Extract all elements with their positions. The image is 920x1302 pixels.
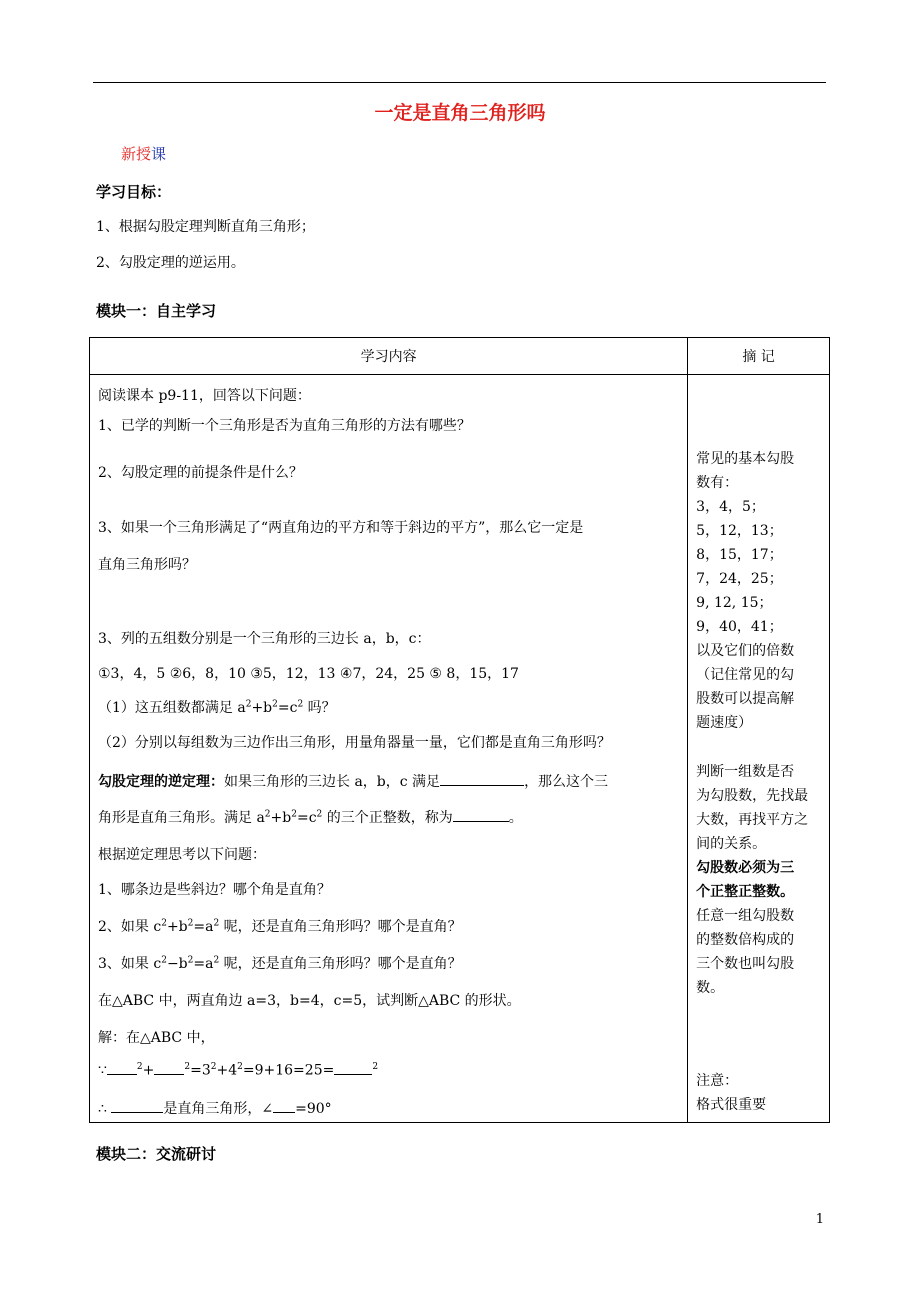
content-line: 阅读课本 p9-11，回答以下问题： bbox=[98, 388, 311, 404]
note-line: 9，40，41； bbox=[696, 619, 783, 635]
note-line: 5，12，13； bbox=[696, 523, 783, 539]
note-line: 注意： bbox=[696, 1073, 739, 1089]
study-table bbox=[89, 337, 830, 1123]
page-title: 一定是直角三角形吗 bbox=[374, 102, 546, 124]
converse-intro: 根据逆定理思考以下问题： bbox=[98, 847, 266, 863]
header-rule bbox=[93, 82, 826, 83]
theorem-cont: 角形是直角三角形。满足 $a^2+b^2=c^2$ 的三个正整数，称为 。 bbox=[98, 809, 523, 826]
note-line: 格式很重要 bbox=[696, 1097, 767, 1113]
note-line: 以及它们的倍数 bbox=[696, 643, 795, 659]
fill-blank[interactable] bbox=[334, 1074, 372, 1075]
example-problem: 在△ABC 中，两直角边 a=3，b=4，c=5，试判断△ABC 的形状。 bbox=[98, 993, 521, 1009]
lesson-type-b: 课 bbox=[151, 145, 167, 163]
fill-blank[interactable] bbox=[453, 821, 509, 822]
note-line: 判断一组数是否 bbox=[696, 764, 795, 780]
module-2-heading: 模块二：交流研讨 bbox=[96, 1145, 217, 1163]
header-content: 学习内容 bbox=[90, 338, 688, 375]
note-line: 股数可以提高解 bbox=[696, 691, 795, 707]
converse-q3: 3、如果 $c^2-b^2=a^2$ 呢，还是直角三角形吗？哪个是直角？ bbox=[98, 955, 462, 972]
solution-start: 解：在△ABC 中， bbox=[98, 1030, 215, 1046]
page-number: 1 bbox=[815, 1212, 824, 1227]
fill-blank[interactable] bbox=[154, 1074, 184, 1075]
header-notes: 摘 记 bbox=[688, 338, 830, 375]
lesson-type-a: 新授 bbox=[121, 145, 152, 163]
solution-because: ∵ $^2+ ^2=3^2+4^2=9+16=25= ^2$ bbox=[98, 1062, 379, 1079]
question-4: 3、列的五组数分别是一个三角形的三边长 a，b，c： bbox=[98, 631, 431, 647]
note-line: 9, 12, 15； bbox=[696, 595, 773, 611]
note-line: 大数，再找平方之 bbox=[696, 812, 809, 828]
fill-blank[interactable] bbox=[111, 1112, 163, 1113]
note-line: 的整数倍构成的 bbox=[696, 932, 795, 948]
note-line: 数有： bbox=[696, 475, 739, 491]
note-line: 间的关系。 bbox=[696, 836, 767, 852]
note-line-bold: 勾股数必须为三 bbox=[696, 860, 795, 876]
sub-question-1: （1）这五组数都满足 $a^2+b^2=c^2$ 吗？ bbox=[98, 699, 336, 716]
fill-blank[interactable] bbox=[273, 1112, 295, 1113]
converse-q1: 1、哪条边是些斜边？哪个角是直角？ bbox=[98, 882, 331, 898]
fill-blank[interactable] bbox=[440, 785, 524, 786]
note-line: 3，4，5； bbox=[696, 499, 765, 515]
note-line-bold: 个正整正整数。 bbox=[696, 884, 795, 900]
note-line: 7，24，25； bbox=[696, 571, 783, 587]
goal-2: 2、勾股定理的逆运用。 bbox=[96, 255, 245, 271]
notes-cell bbox=[688, 375, 830, 1123]
fill-blank[interactable] bbox=[107, 1074, 137, 1075]
module-1-heading: 模块一：自主学习 bbox=[96, 302, 217, 320]
note-line: 数。 bbox=[696, 980, 725, 996]
question-2: 2、勾股定理的前提条件是什么？ bbox=[98, 465, 303, 481]
content-cell bbox=[90, 375, 688, 1123]
note-line: 常见的基本勾股 bbox=[696, 451, 795, 467]
goal-1: 1、根据勾股定理判断直角三角形； bbox=[96, 219, 315, 235]
theorem: 勾股定理的逆定理：如果三角形的三边长 a，b，c 满足 ，那么这个三 bbox=[98, 774, 609, 790]
therefore-symbol: ∴ bbox=[98, 1101, 112, 1117]
question-3: 3、如果一个三角形满足了“两直角边的平方和等于斜边的平方”，那么它一定是 bbox=[98, 520, 584, 536]
sub-question-2: （2）分别以每组数为三边作出三角形，用量角器量一量，它们都是直角三角形吗？ bbox=[98, 735, 611, 751]
question-1: 1、已学的判断一个三角形是否为直角三角形的方法有哪些？ bbox=[98, 418, 471, 434]
goals-heading: 学习目标： bbox=[96, 183, 172, 201]
note-line: （记住常见的勾 bbox=[696, 667, 795, 683]
note-line: 任意一组勾股数 bbox=[696, 908, 795, 924]
converse-q2: 2、如果 $c^2+b^2=a^2$ 呢，还是直角三角形吗？哪个是直角？ bbox=[98, 918, 462, 935]
because-symbol: ∵ bbox=[98, 1062, 107, 1079]
lesson-type bbox=[121, 143, 166, 164]
note-line: 为勾股数，先找最 bbox=[696, 788, 809, 804]
note-line: 8，15，17； bbox=[696, 547, 783, 563]
note-line: 题速度） bbox=[696, 715, 753, 731]
solution-therefore: ∴ 是直角三角形，∠ =90° bbox=[98, 1101, 332, 1117]
note-line: 三个数也叫勾股 bbox=[696, 956, 795, 972]
number-groups: ①3，4，5 ②6，8，10 ③5，12，13 ④7，24，25 ⑤ 8，15，17 bbox=[98, 666, 519, 682]
question-3-cont: 直角三角形吗？ bbox=[98, 557, 196, 573]
